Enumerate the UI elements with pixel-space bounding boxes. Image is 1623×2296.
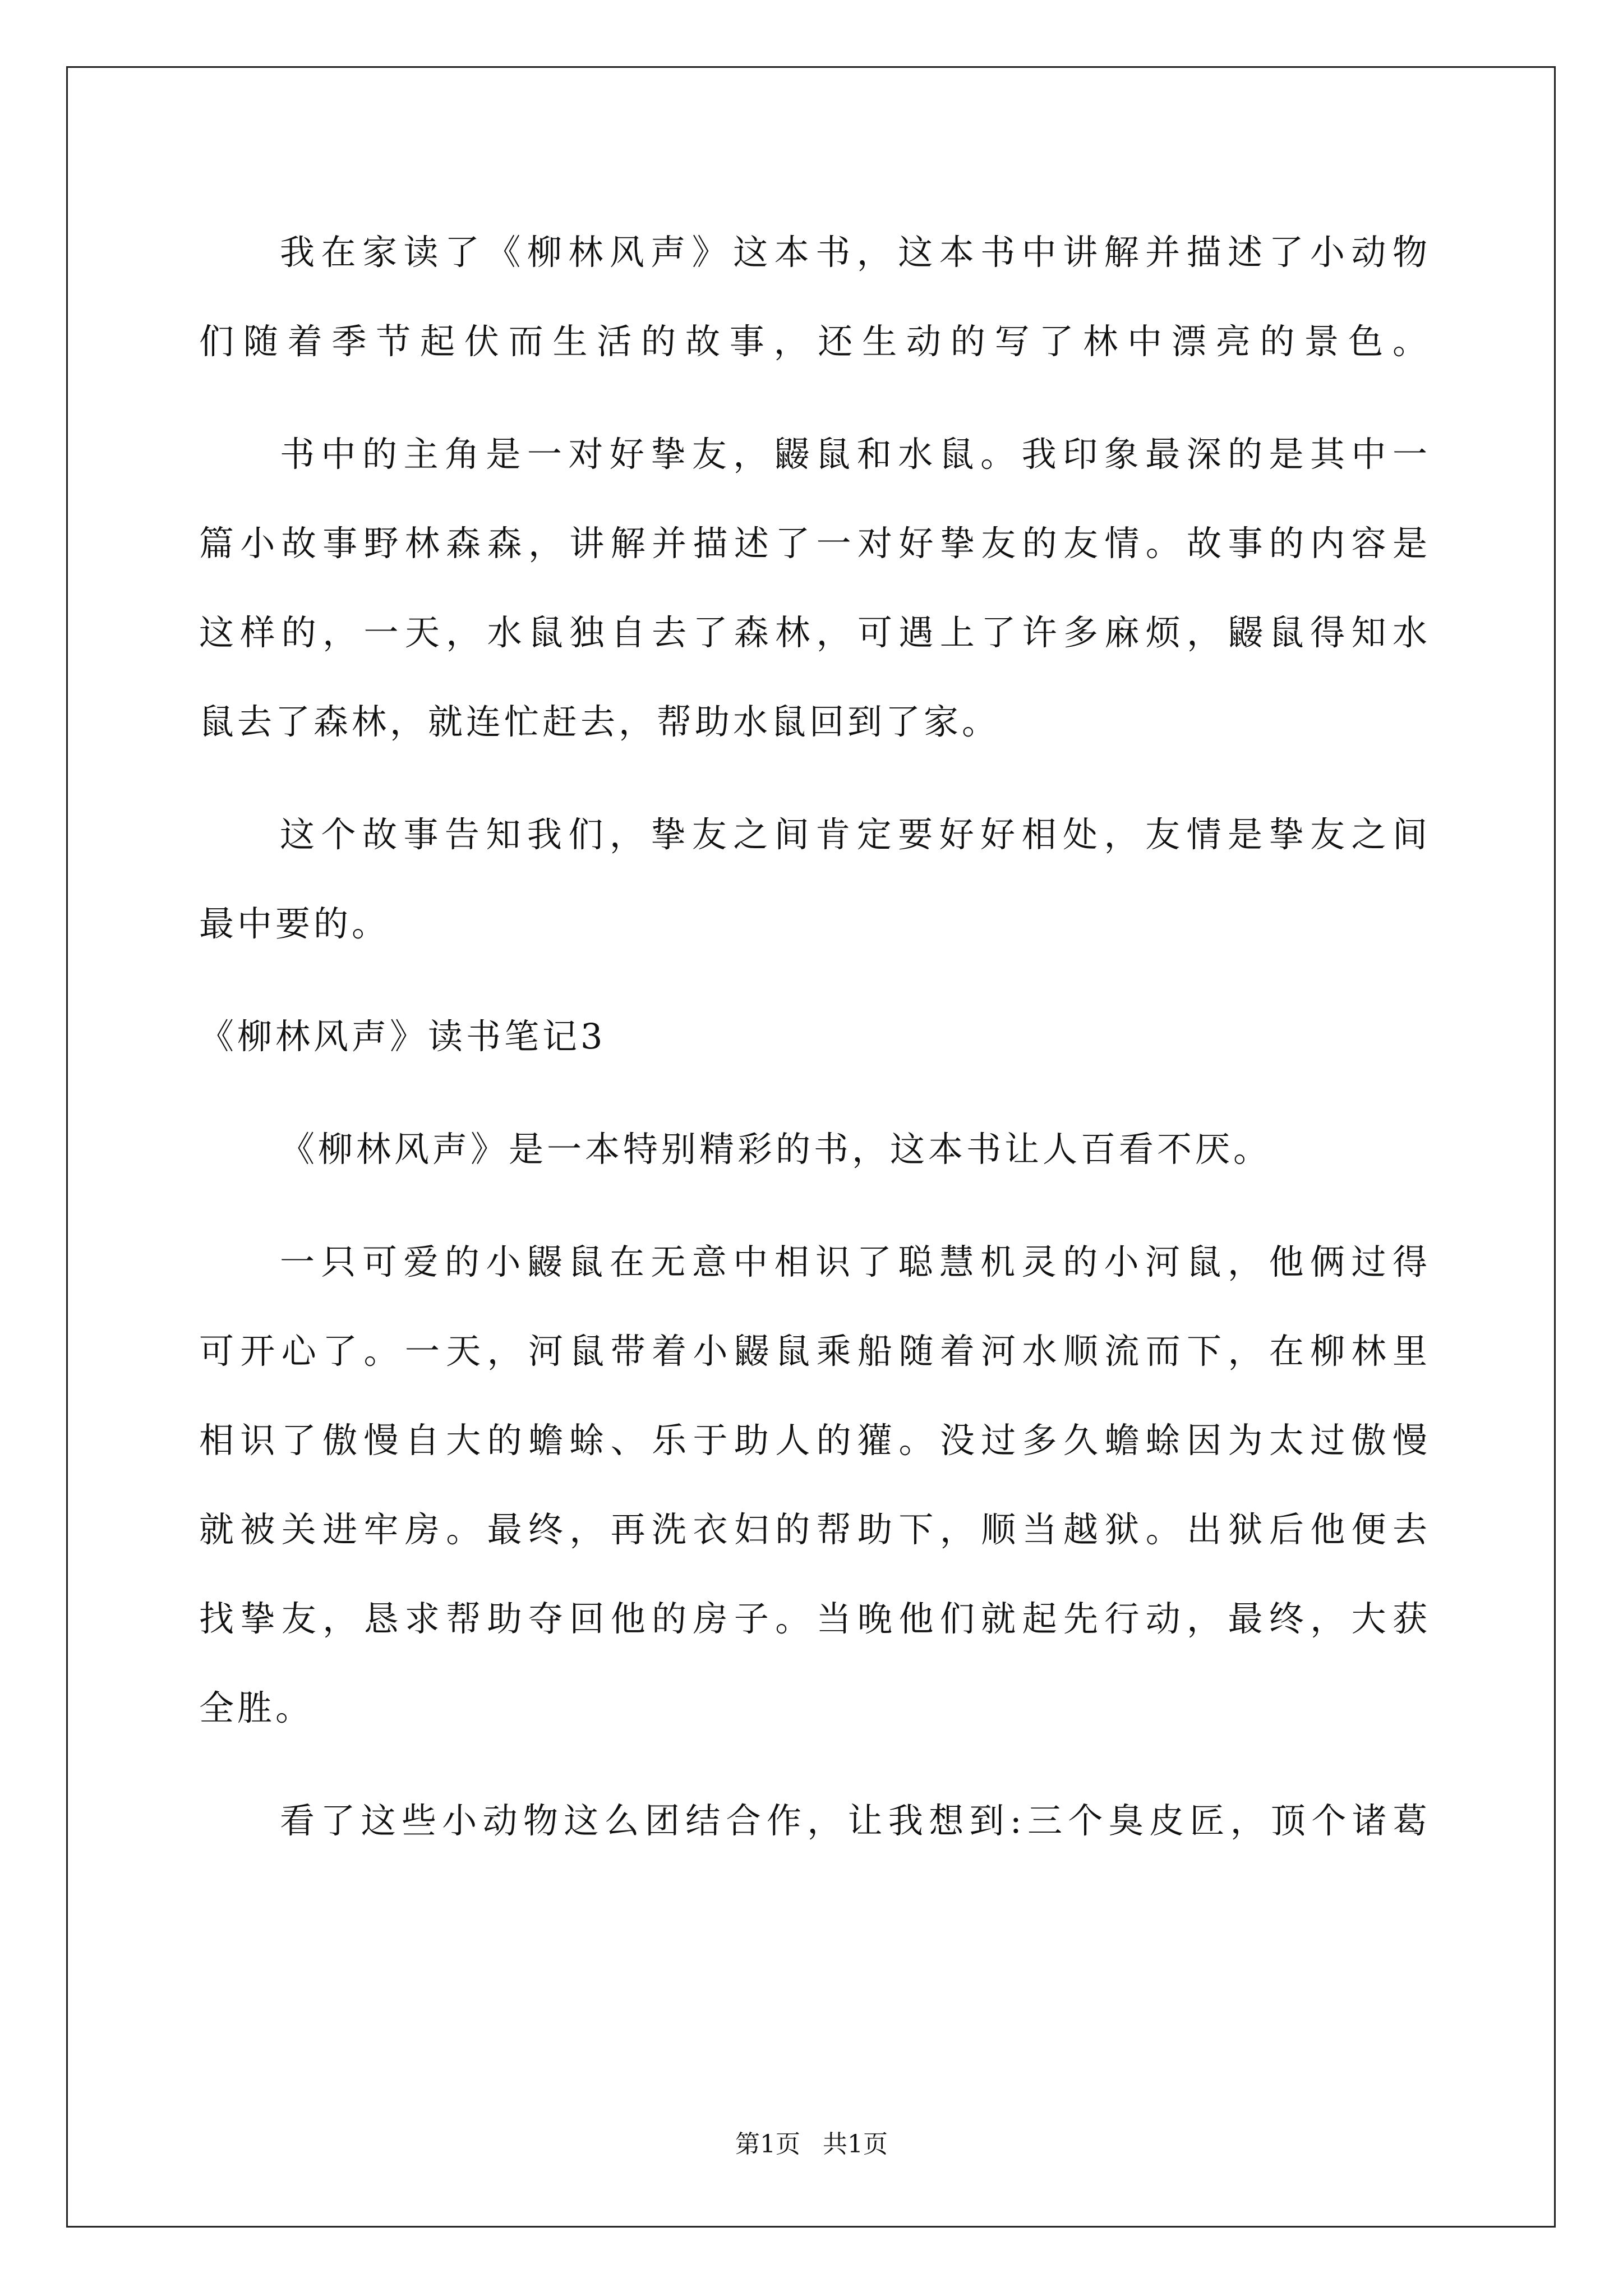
paragraph-5-line-1: 一只可爱的小鼹鼠在无意中相识了聪慧机灵的小河鼠，他俩过得 <box>280 1241 1427 1282</box>
paragraph-3-line-1: 这个故事告知我们，挚友之间肯定要好好相处，友情是挚友之间 <box>280 814 1427 855</box>
paragraph-3-line-2: 最中要的。 <box>199 903 390 944</box>
paragraph-1-line-2: 们随着季节起伏而生活的故事，还生动的写了林中漂亮的景色。 <box>199 321 1427 362</box>
paragraph-2-line-3: 这样的，一天，水鼠独自去了森林，可遇上了许多麻烦，鼹鼠得知水 <box>199 612 1427 653</box>
section-heading: 《柳林风声》读书笔记3 <box>199 1016 606 1057</box>
paragraph-2-line-4: 鼠去了森林，就连忙赶去，帮助水鼠回到了家。 <box>199 701 1000 742</box>
paragraph-5-line-4: 就被关进牢房。最终，再洗衣妇的帮助下，顺当越狱。出狱后他便去 <box>199 1509 1427 1550</box>
paragraph-5-line-5: 找挚友，恳求帮助夺回他的房子。当晚他们就起先行动，最终，大获 <box>199 1598 1427 1639</box>
paragraph-5-line-2: 可开心了。一天，河鼠带着小鼹鼠乘船随着河水顺流而下，在柳林里 <box>199 1331 1427 1372</box>
page-footer <box>0 2128 1623 2161</box>
paragraph-5-line-6: 全胜。 <box>199 1687 314 1728</box>
paragraph-2-line-1: 书中的主角是一对好挚友，鼹鼠和水鼠。我印象最深的是其中一 <box>280 434 1427 475</box>
page-number: 第1页 <box>735 2130 800 2159</box>
page-total: 共1页 <box>823 2130 888 2159</box>
paragraph-5-line-3: 相识了傲慢自大的蟾蜍、乐于助人的獾。没过多久蟾蜍因为太过傲慢 <box>199 1420 1427 1461</box>
paragraph-1-line-1: 我在家读了《柳林风声》这本书，这本书中讲解并描述了小动物 <box>280 232 1427 273</box>
paragraph-2-line-2: 篇小故事野林森森，讲解并描述了一对好挚友的友情。故事的内容是 <box>199 523 1427 564</box>
paragraph-4-line-1: 《柳林风声》是一本特别精彩的书，这本书让人百看不厌。 <box>280 1129 1272 1170</box>
paragraph-6-line-1: 看了这些小动物这么团结合作，让我想到:三个臭皮匠，顶个诸葛 <box>280 1800 1427 1841</box>
